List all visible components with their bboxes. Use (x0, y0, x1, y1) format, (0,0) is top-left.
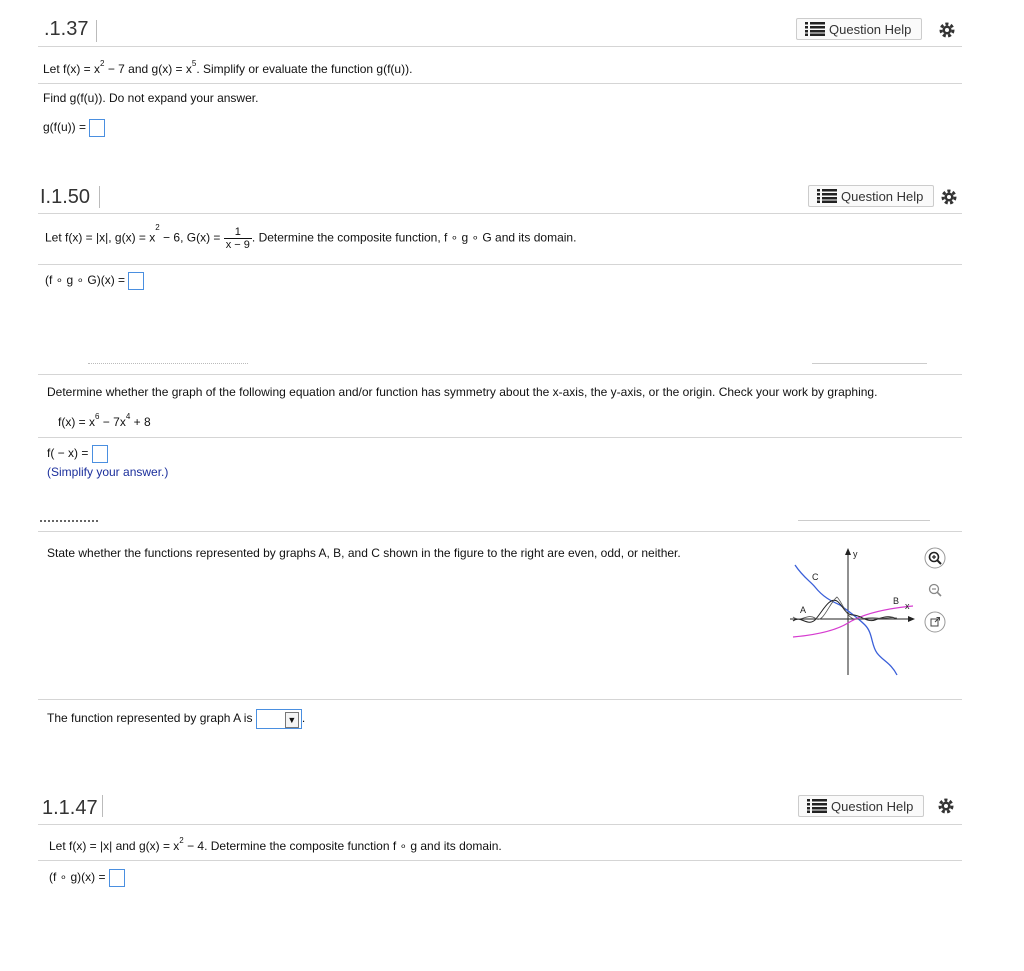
q3-hint: (Simplify your answer.) (47, 465, 169, 479)
graph-c-curve (795, 565, 900, 675)
q2-question-help-label: Question Help (841, 188, 924, 204)
q4-prompt: State whether the functions represented by graphs A, B, and C shown in the figure to the right are even, odd, or neither. (47, 546, 681, 560)
q2-gear-icon[interactable] (939, 187, 959, 207)
q1-question-help-button[interactable] (796, 18, 922, 40)
q1-answer-row (43, 119, 105, 137)
q3-answer-input[interactable] (92, 445, 108, 463)
q1-prompt-divider (38, 83, 962, 84)
q3-answer-label: f( − x) = (47, 446, 89, 461)
q2-prompt: Let f(x) = |x|, $g(x) = x^2 - 6$, G(x) = $\frac{1}{x - 9}$ . Determine the composite function, f ∘ g ∘ G and its domain. (45, 223, 577, 251)
q4-graph-figure (785, 545, 925, 680)
q2-prompt-divider (38, 264, 962, 265)
q2-header-divider (38, 213, 962, 214)
q5-answer-label: (f ∘ g)(x) = (49, 870, 106, 885)
q5-prompt: Let f(x) = |x| and $g(x) = x^2 - 4$. Determine the composite function f ∘ g and its domain. (49, 836, 502, 853)
q1-answer-input[interactable] (89, 119, 105, 137)
q5-answer-row (49, 869, 125, 887)
q3-cut-header (88, 357, 248, 364)
dropdown-arrow-icon: ▼ (285, 712, 299, 728)
q4-cut-help-button (798, 514, 930, 521)
q3-equation: $f(x) = x^6 - 7x^4 + 8$ (58, 412, 151, 429)
q4-prompt-divider (38, 699, 962, 700)
q1-instruction: Find g(f(u)). Do not expand your answer. (43, 91, 259, 105)
list-icon (807, 799, 827, 813)
q5-question-help-label: Question Help (831, 798, 914, 814)
graph-c-label: C (812, 572, 819, 582)
q1-prompt: Let $f(x) = x^2 - 7$ and $g(x) = x^5$. Simplify or evaluate the function g(f(u)). (43, 59, 413, 76)
q3-cut-help-button (812, 357, 927, 364)
popout-icon[interactable] (924, 611, 946, 633)
y-axis-arrow (845, 548, 851, 555)
q3-header-divider (38, 374, 962, 375)
graph-a-curve (793, 606, 913, 637)
q5-answer-input[interactable] (109, 869, 125, 887)
q1-number: .1.37 (44, 18, 89, 40)
q2-fraction: $\frac{1}{x - 9}$ (225, 226, 250, 251)
q1-answer-label: g(f(u)) = (43, 120, 87, 135)
q2-answer-label: (f ∘ g ∘ G)(x) = (45, 273, 126, 288)
zoom-in-icon[interactable] (924, 547, 946, 569)
q2-answer-input[interactable] (128, 272, 144, 290)
list-icon (817, 189, 837, 203)
q5-gear-icon[interactable] (936, 796, 956, 816)
q2-question-help-button[interactable] (808, 185, 934, 207)
q4-header-divider (38, 531, 962, 532)
q1-gear-icon[interactable] (937, 20, 957, 40)
q2-number-divider (99, 186, 100, 208)
q4-answer-select[interactable] (256, 709, 302, 729)
q1-number-divider (96, 20, 97, 42)
x-axis-label: x (905, 601, 910, 611)
zoom-out-icon[interactable] (924, 579, 946, 601)
q3-answer-row (47, 445, 108, 463)
q2-number: I.1.50 (40, 186, 91, 208)
q5-prompt-divider (38, 860, 962, 861)
y-axis-label: y (853, 549, 858, 559)
q3-prompt-divider (38, 437, 962, 438)
q4-cut-header (40, 514, 98, 522)
q5-question-help-button[interactable] (798, 795, 924, 817)
q2-answer-row (45, 272, 144, 290)
x-axis-arrow (908, 616, 915, 622)
q5-number: 1.1.47 (42, 797, 98, 819)
list-icon (805, 22, 825, 36)
q3-prompt: Determine whether the graph of the following equation and/or function has symmetry about the x-axis, the y-axis, or the origin. Check your work by graphing. (47, 385, 878, 399)
q4-answer-label: The function represented by graph A is (47, 711, 253, 726)
q1-header-divider (38, 46, 962, 47)
graph-b-label: B (893, 596, 900, 606)
graph-a-label: A (800, 605, 807, 615)
q1-question-help-label: Question Help (829, 21, 912, 37)
q5-number-divider (102, 795, 103, 817)
q4-answer-row: The function represented by graph A is ▼ . (47, 709, 305, 729)
q5-header-divider (38, 824, 962, 825)
